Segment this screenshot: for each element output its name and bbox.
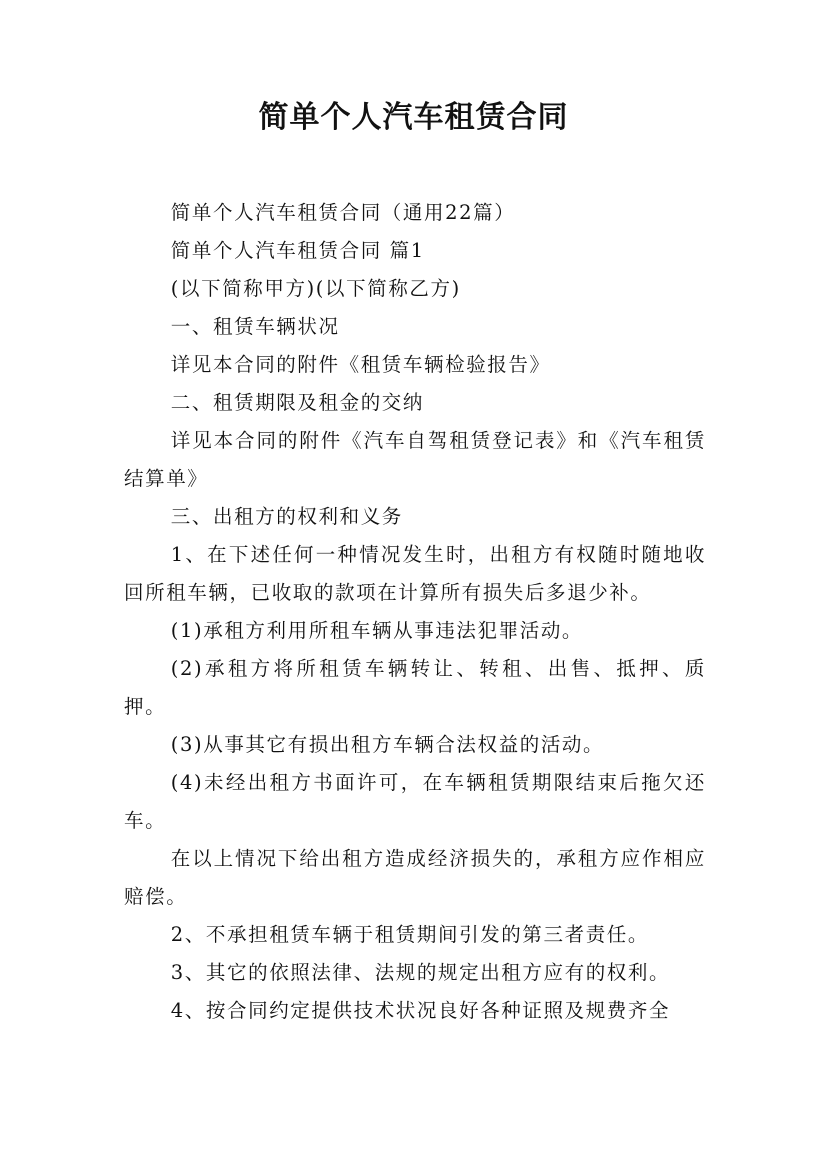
paragraph-subtitle: 简单个人汽车租赁合同（通用22篇） [170,201,516,224]
paragraph-article-heading: 简单个人汽车租赁合同 篇1 [170,239,425,262]
clause-1-item-2: (2)承租方将所租赁车辆转让、转租、出售、抵押、质押。 [124,657,706,718]
clause-1-item-4: (4)未经出租方书面许可，在车辆租赁期限结束后拖欠还车。 [124,771,706,832]
clause-4: 4、按合同约定提供技术状况良好各种证照及规费齐全 [170,999,671,1022]
paragraph-term-rent-details: 详见本合同的附件《汽车自驾租赁登记表》和《汽车租赁结算单》 [124,429,706,490]
section-heading-vehicle: 一、租赁车辆状况 [170,315,340,338]
clause-2: 2、不承担租赁车辆于租赁期间引发的第三者责任。 [170,923,650,946]
document-title: 简单个人汽车租赁合同 [258,100,569,135]
clause-1-item-1: (1)承租方利用所租车辆从事违法犯罪活动。 [170,619,584,642]
clause-3: 3、其它的依照法律、法规的规定出租方应有的权利。 [170,961,671,984]
document-body [124,194,706,1030]
clause-1-compensation: 在以上情况下给出租方造成经济损失的，承租方应作相应赔偿。 [124,847,706,908]
section-heading-term-rent: 二、租赁期限及租金的交纳 [170,391,424,414]
paragraph-parties: (以下简称甲方)(以下简称乙方) [170,277,461,300]
clause-1-item-3: (3)从事其它有损出租方车辆合法权益的活动。 [170,733,605,756]
paragraph-vehicle-details: 详见本合同的附件《租赁车辆检验报告》 [170,353,551,376]
clause-1: 1、在下述任何一种情况发生时，出租方有权随时随地收回所租车辆，已收取的款项在计算所有损失后多退少补。 [124,543,706,604]
section-heading-lessor-rights: 三、出租方的权利和义务 [170,505,403,528]
